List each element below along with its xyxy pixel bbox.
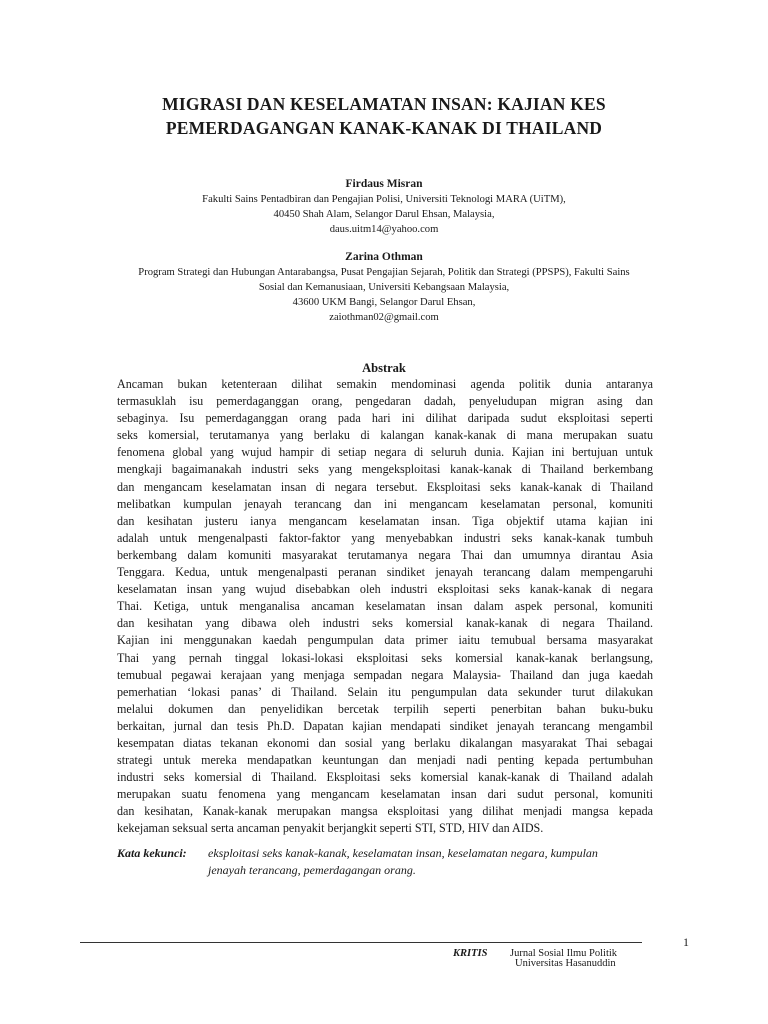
abstract-line: fenomena global yang wujud hampir di setiap negara di seluruh dunia. Kajian ini bertujuan untuk bbox=[117, 445, 653, 460]
abstract-line: pemerhatian ‘lokasi panas’ di Thailand. Selain itu pengumpulan data sekunder turut dilakukan bbox=[117, 684, 653, 699]
abstract-line: Tenggara. Kedua, untuk mengenalpasti peranan sindiket jenayah terancang dalam mempengaruhi bbox=[117, 565, 653, 580]
paper-title-line-1: MIGRASI DAN KESELAMATAN INSAN: KAJIAN KES bbox=[162, 94, 606, 114]
abstract-line: adalah untuk mengenalpasti faktor-faktor yang menyebabkan industri seks kanak-kanak tumbuh bbox=[117, 530, 653, 545]
author-affiliation-line: Sosial dan Kemanusiaan, Universiti Kebangsaan Malaysia, bbox=[258, 282, 510, 293]
abstract-line: dan mengancam keselamatan insan di negara tersebut. Eksploitasi seks kanak-kanak di Thailand bbox=[117, 479, 653, 494]
abstract-line: keselamatan insan yang wujud disebabkan oleh industri eksploitasi seks kanak-kanak di negara bbox=[117, 582, 653, 597]
abstract-line: melalui dokumen dan penyelidikan bercetak terpilih seperti penerbitan bahan buku-buku bbox=[117, 701, 653, 716]
abstract-line: berkembang dalam komuniti masyarakat terutamanya negara Thai dan umumnya dirantau Asia bbox=[117, 547, 653, 562]
paper-title-line-2: PEMERDAGANGAN KANAK-KANAK DI THAILAND bbox=[165, 118, 603, 138]
footer-divider bbox=[80, 942, 642, 943]
journal-name: Jurnal Sosial Ilmu Politik bbox=[510, 948, 618, 959]
author-affiliation-line: Program Strategi dan Hubungan Antarabangsa, Pusat Pengajian Sejarah, Politik dan Strategi (PPSPS), Fakulti Sains bbox=[138, 267, 630, 278]
author-block-1 bbox=[80, 176, 688, 237]
keywords-line: eksploitasi seks kanak-kanak, keselamatan insan, keselamatan negara, kumpulan bbox=[208, 846, 598, 860]
page-number: 1 bbox=[683, 935, 689, 949]
abstract-heading: Abstrak bbox=[362, 361, 406, 375]
abstract-line: kekejaman seksual serta ancaman penyakit berjangkit seperti STI, STD, HIV dan AIDS. bbox=[117, 821, 544, 836]
keywords-text bbox=[208, 845, 658, 879]
keywords-label: Kata kekunci: bbox=[117, 846, 187, 860]
author-email: daus.uitm14@yahoo.com bbox=[329, 224, 439, 235]
keywords-line: jenayah terancang, pemerdagangan orang. bbox=[208, 863, 416, 877]
abstract-line: temubual pegawai kerajaan yang menjaga sempadan negara Malaysia- Thailand dan juga kaedah bbox=[117, 667, 653, 682]
author-name: Zarina Othman bbox=[345, 251, 423, 263]
abstract-line: Ancaman bukan ketenteraan dilihat semakin mendominasi agenda politik dunia antaranya bbox=[117, 377, 653, 391]
abstract-line: berkaitan, jurnal dan tesis Ph.D. Dapatan kajian mendapati sindiket jenayah terancang mengambil bbox=[117, 718, 653, 733]
abstract-line: termasuklah isu pemerdaganggan orang, pengedaran dadah, penyeludupan migran asing dan bbox=[117, 394, 653, 409]
abstract-line: mengkaji bagaimanakah industri seks yang mengeksploitasi kanak-kanak di Thailand berkembang bbox=[117, 462, 653, 477]
abstract-line: dan kesihatan yang dibawa oleh industri seks komersial kanak-kanak di negara Thailand. bbox=[117, 616, 653, 631]
author-name: Firdaus Misran bbox=[345, 178, 423, 190]
abstract-line: Thai yang pernah tinggal lokasi-lokasi eksploitasi seks komersial kanak-kanak berlangsung, bbox=[117, 650, 653, 665]
abstract-line: sebaginya. Isu pemerdaganggan orang pada hari ini dilihat daripada sudut eksploitasi seperti bbox=[117, 411, 653, 426]
abstract-line: merupakan suatu fenomena yang mengancam keselamatan insan dari sudut personal, komuniti bbox=[117, 787, 653, 802]
author-affiliation-line: 40450 Shah Alam, Selangor Darul Ehsan, Malaysia, bbox=[273, 209, 495, 220]
abstract-line: melibatkan kumpulan jenayah terancang dan ini mengancam keselamatan personal, komuniti bbox=[117, 496, 653, 511]
abstract-line: strategi untuk mereka mendapatkan keuntungan dan menjadi nadi penting kepada pertumbuhan bbox=[117, 753, 653, 768]
abstract-line: Kajian ini menggunakan kaedah pengumpulan data primer iaitu temubual bersama masyarakat bbox=[117, 633, 653, 648]
author-block-2 bbox=[80, 249, 688, 325]
abstract-line: kesempatan diatas tekanan ekonomi dan sosial yang berlaku dikalangan masyarakat Thai sebagai bbox=[117, 735, 653, 750]
abstract-line: dan kesihatan, Kanak-kanak merupakan mangsa eksploitasi yang dilihat menjadi mangsa kepada bbox=[117, 804, 653, 819]
abstract-line: seks komersial, terutamanya yang berlaku di kalangan kanak-kanak di mana merupakan suatu bbox=[117, 428, 653, 443]
author-email: zaiothman02@gmail.com bbox=[329, 312, 439, 323]
abstract-line: Thai. Ketiga, untuk menganalisa ancaman keselamatan insan dalam aspek personal, komuniti bbox=[117, 599, 653, 614]
paper-title bbox=[80, 92, 688, 140]
author-affiliation-line: Fakulti Sains Pentadbiran dan Pengajian Polisi, Universiti Teknologi MARA (UiTM), bbox=[202, 194, 566, 205]
abstract-line: dan kesihatan justeru ianya mengancam keselamatan insan. Tiga objektif utama kajian ini bbox=[117, 513, 653, 528]
journal-abbreviation: KRITIS bbox=[453, 948, 488, 959]
abstract-body bbox=[117, 376, 653, 838]
abstract-line: industri seks komersial di Thailand. Eksploitasi seks komersial kanak-kanak di Thailand adalah bbox=[117, 770, 653, 785]
journal-university: Universitas Hasanuddin bbox=[515, 958, 616, 969]
author-affiliation-line: 43600 UKM Bangi, Selangor Darul Ehsan, bbox=[292, 297, 476, 308]
